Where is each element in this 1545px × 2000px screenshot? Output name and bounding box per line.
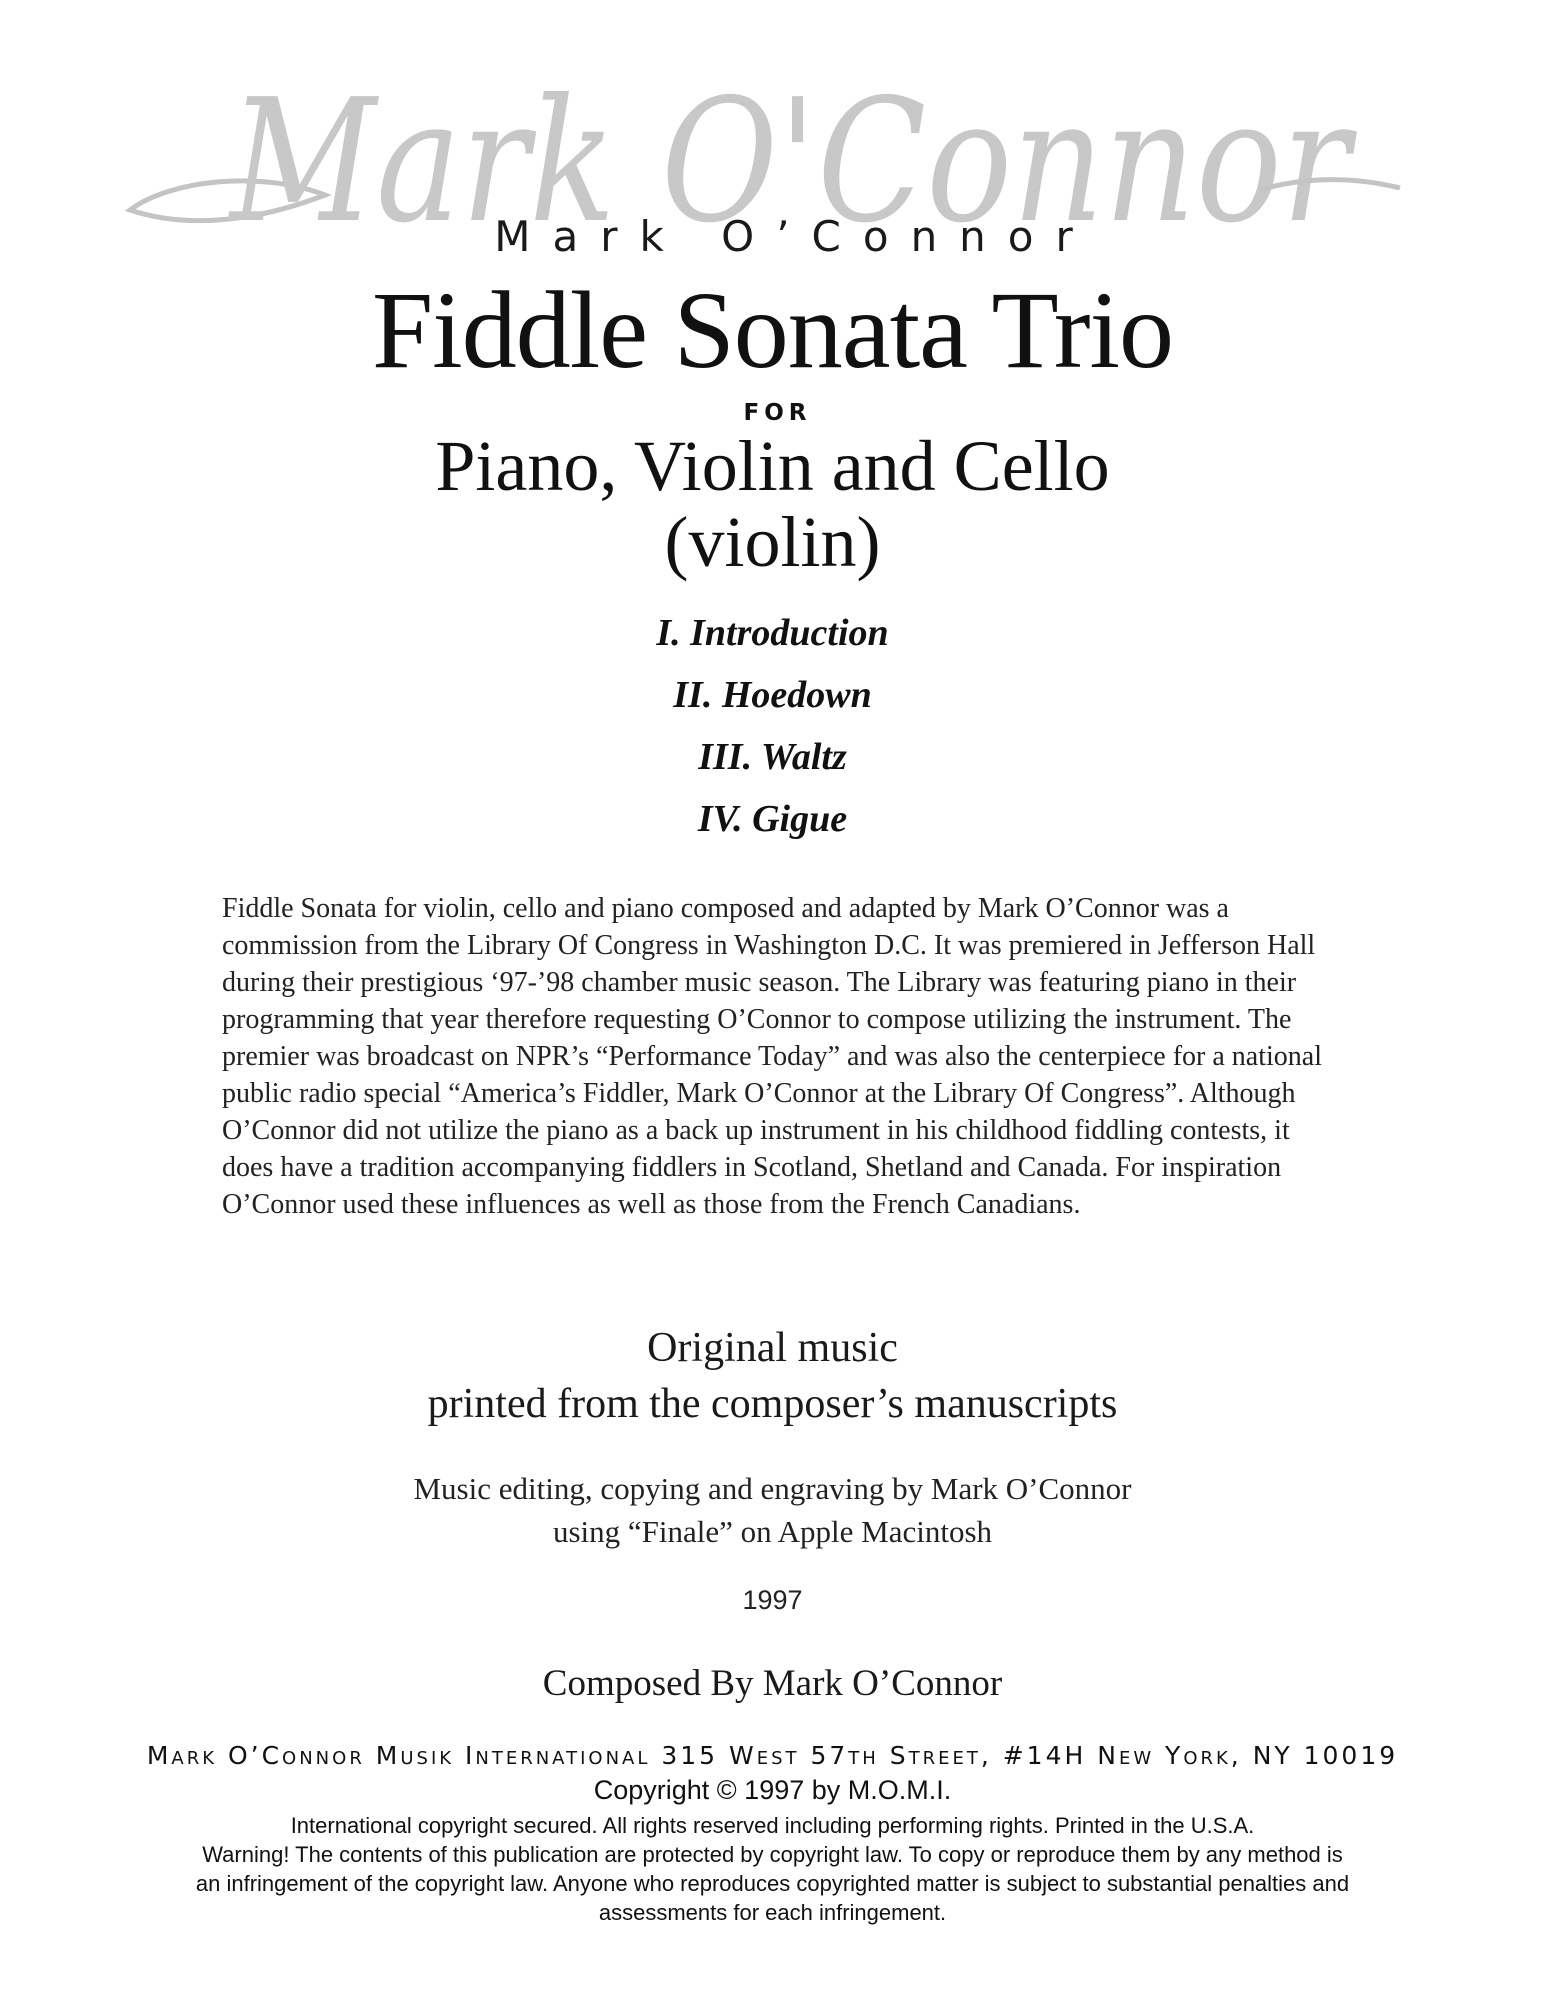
movement-list (0, 602, 1545, 850)
copyright-line: Copyright © 1997 by M.O.M.I. (593, 1775, 952, 1805)
software-line: using “Finale” on Apple Macintosh (552, 1514, 993, 1549)
legal-line: an infringement of the copyright law. Anyone who reproduces copyrighted matter is subject to substantial penalties and (195, 1871, 1350, 1896)
legal-line: Warning! The contents of this publication are protected by copyright law. To copy or reproduce them by any method is (202, 1842, 1343, 1867)
movement-item: III. Waltz (698, 736, 847, 778)
movement-item: IV. Gigue (697, 798, 848, 840)
publisher-address: Mark O’Connor Musik International 315 West 57th Street, #14H New York, NY 10019 (146, 1741, 1399, 1770)
engraving-credit (0, 1467, 1545, 1553)
legal-line: assessments for each infringement. (598, 1900, 947, 1925)
legal-line: International copyright secured. All rights reserved including performing rights. Printed in the U.S.A. (290, 1813, 1255, 1838)
movement-item: I. Introduction (656, 612, 889, 654)
original-line: Original music (647, 1325, 898, 1371)
manuscripts-line: printed from the composer’s manuscripts (427, 1381, 1118, 1427)
for-label: FOR (743, 400, 812, 426)
legal-notice (0, 1811, 1545, 1927)
original-music-note (0, 1320, 1545, 1432)
svg-text:Mark O'Connor: Mark O'Connor (227, 70, 1358, 260)
composer-name-heading: Mark O’Connor (494, 212, 1095, 261)
instrumentation: Piano, Violin and Cello (435, 426, 1110, 506)
engraving-line: Music editing, copying and engraving by Mark O’Connor (413, 1471, 1132, 1506)
composed-by: Composed By Mark O’Connor (542, 1663, 1003, 1704)
year: 1997 (742, 1585, 803, 1615)
page-title: Fiddle Sonata Trio (371, 269, 1174, 391)
description-paragraph: Fiddle Sonata for violin, cello and piano composed and adapted by Mark O’Connor was a commission from the Library Of Congress in Washington D.C. It was premiered in Jefferson Hall during their prestigious ‘97-’98 chamber music season. The Library was featuring piano in their programming that year therefore requesting O’Connor to compose utilizing the instrument. The premier was broadcast on NPR’s “Performance Today” and was also the centerpiece for a national public radio special “America’s Fiddler, Mark O’Connor at the Library Of Congress”. Although O’Connor did not utilize the piano as a back up instrument in his childhood fiddling contests, it does have a tradition accompanying fiddlers in Scotland, Shetland and Canada. For inspiration O’Connor used these influences as well as those from the French Canadians. (222, 893, 1322, 1220)
movement-item: II. Hoedown (673, 674, 872, 716)
part-label: (violin) (664, 502, 881, 582)
